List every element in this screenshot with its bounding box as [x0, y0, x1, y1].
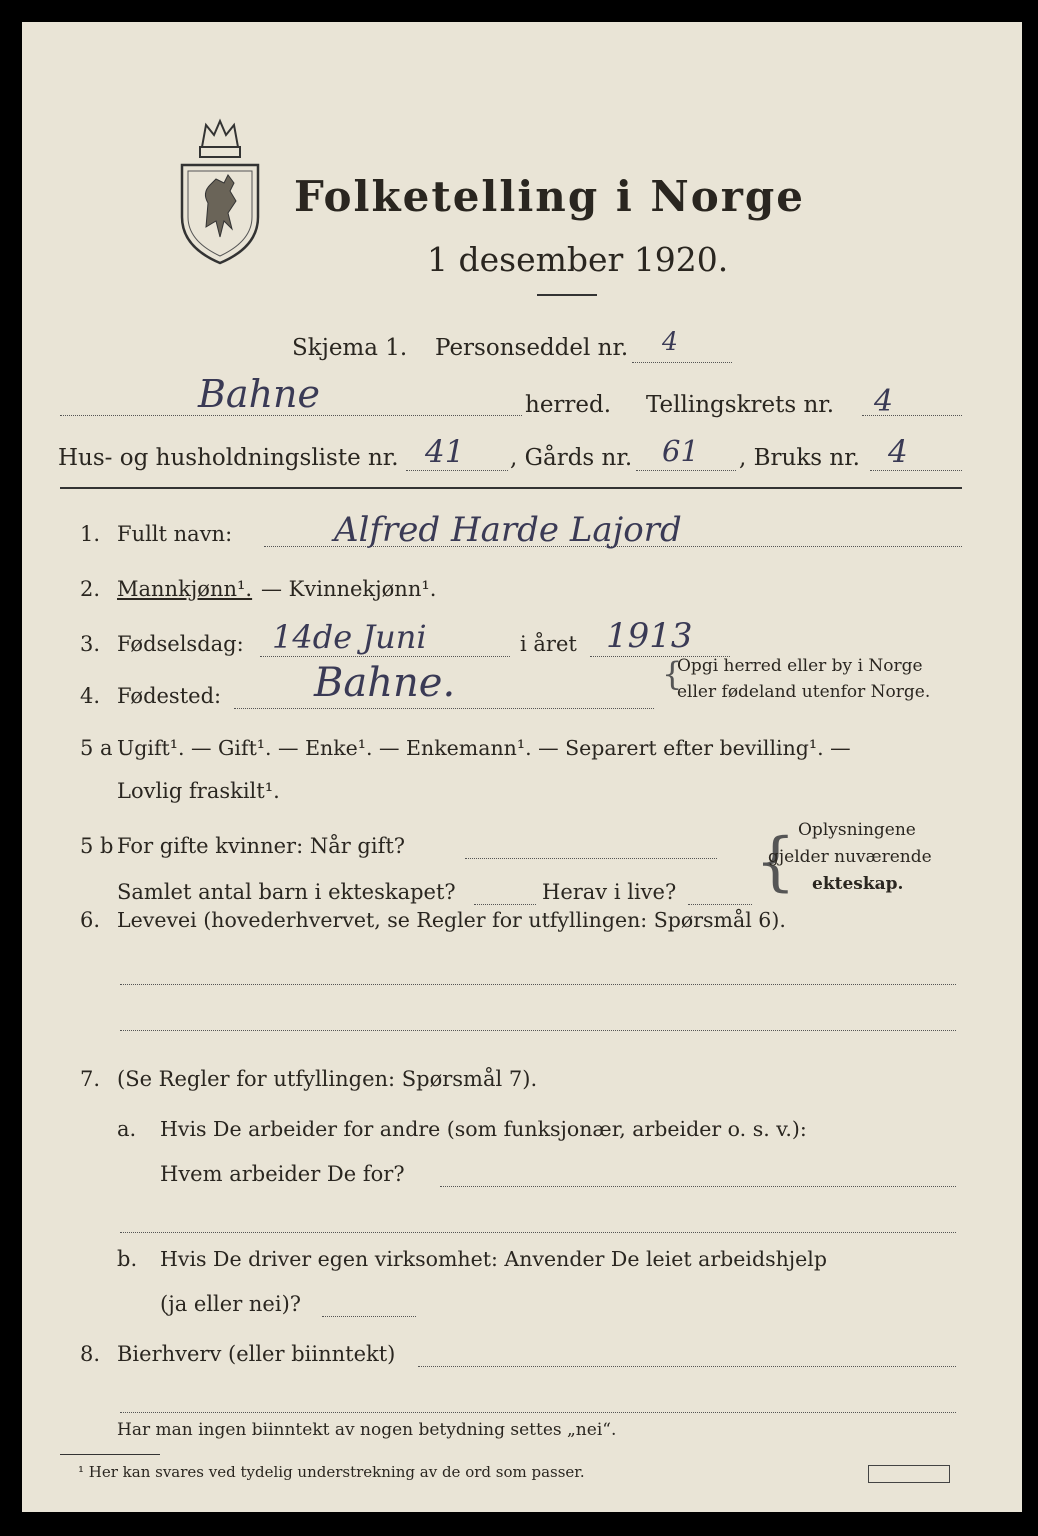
q2-number: 2. [80, 577, 101, 601]
q8-label: Bierhverv (eller biinntekt) [117, 1342, 396, 1366]
q5b-when-married-line [465, 858, 717, 859]
q4-note-line2: eller fødeland utenfor Norge. [677, 682, 931, 702]
q4-birthplace: Bahne. [314, 660, 456, 706]
census-form [22, 22, 1022, 1512]
personseddel-value: 4 [662, 327, 678, 356]
q4-label: Fødested: [117, 684, 222, 708]
herred-value: Bahne [198, 372, 321, 416]
q3-year-label: i året [520, 632, 577, 656]
printer-stamp [868, 1465, 950, 1483]
tellingskrets-value: 4 [874, 384, 894, 419]
tellingskrets-label: Tellingskrets nr. [646, 392, 835, 418]
q2-female-option: — Kvinnekjønn¹. [261, 577, 437, 601]
q4-number: 4. [80, 684, 101, 708]
census-date: 1 desember 1920. [427, 240, 729, 279]
gards-value: 61 [662, 434, 699, 468]
footnote-rule [60, 1454, 160, 1455]
q3-birth-year: 1913 [606, 616, 693, 656]
title-divider [537, 294, 597, 296]
q5b-when-married-label: For gifte kvinner: Når gift? [117, 834, 406, 858]
q8-line-1 [418, 1366, 956, 1367]
q6-number: 6. [80, 908, 101, 932]
q7a-question: Hvem arbeider De for? [160, 1162, 405, 1186]
husholdningsliste-label: Hus- og husholdningsliste nr. [58, 445, 399, 471]
q5b-children-label: Samlet antal barn i ekteskapet? [117, 880, 456, 904]
q5b-alive-label: Herav i live? [542, 880, 677, 904]
q3-label: Fødselsdag: [117, 632, 244, 656]
q3-date-line [260, 656, 510, 657]
q3-number: 3. [80, 632, 101, 656]
footnote: ¹ Her kan svares ved tydelig understrekning av de ord som passer. [78, 1463, 585, 1481]
q6-line-1 [120, 984, 956, 985]
q8-number: 8. [80, 1342, 101, 1366]
income-note: Har man ingen biinntekt av nogen betydning settes „nei“. [117, 1420, 617, 1440]
q7b-letter: b. [117, 1247, 138, 1271]
q5a-number: 5 a [80, 736, 113, 760]
q7b-question: (ja eller nei)? [160, 1292, 302, 1316]
bruks-value: 4 [888, 434, 908, 470]
schema-label: Skjema 1. [292, 335, 408, 361]
bruks-line [870, 470, 962, 471]
q5b-note-line3: ekteskap. [812, 874, 904, 894]
q4-brace: { [662, 655, 683, 693]
q7-label: (Se Regler for utfyllingen: Spørsmål 7). [117, 1067, 538, 1091]
q2-male-option: Mannkjønn¹. [117, 577, 253, 601]
husholdningsliste-value: 41 [425, 434, 465, 470]
q5a-options: Ugift¹. — Gift¹. — Enke¹. — Enkemann¹. — Separert efter bevilling¹. — [117, 736, 851, 760]
q5b-note-line2: gjelder nuværende [768, 847, 932, 867]
q5b-alive-line [688, 904, 752, 905]
header-rule [60, 487, 962, 489]
personseddel-line [632, 362, 732, 363]
q7b-line [322, 1316, 416, 1317]
q4-note-line1: Opgi herred eller by i Norge [677, 656, 923, 676]
q1-label: Fullt navn: [117, 522, 233, 546]
q5b-brace: { [755, 825, 796, 899]
q8-line-2 [120, 1412, 956, 1413]
husholdningsliste-line [406, 470, 508, 471]
gards-line [636, 470, 736, 471]
personseddel-label: Personseddel nr. [435, 335, 629, 361]
q5b-number: 5 b [80, 834, 114, 858]
q6-line-2 [120, 1030, 956, 1031]
q3-birth-date: 14de Juni [272, 618, 427, 656]
q4-line [234, 708, 654, 709]
q1-full-name: Alfred Harde Lajord [334, 510, 682, 550]
q7a-label: Hvis De arbeider for andre (som funksjonær, arbeider o. s. v.): [160, 1117, 807, 1141]
q7a-line-2 [120, 1232, 956, 1233]
bruks-label: , Bruks nr. [739, 445, 860, 471]
q5a-options-cont: Lovlig fraskilt¹. [117, 779, 280, 803]
q7-number: 7. [80, 1067, 101, 1091]
q6-label: Levevei (hovederhvervet, se Regler for utfyllingen: Spørsmål 6). [117, 908, 786, 932]
gards-label: , Gårds nr. [510, 445, 633, 471]
q5b-note-line1: Oplysningene [798, 820, 916, 840]
norwegian-coat-of-arms-icon [172, 117, 268, 267]
q1-number: 1. [80, 522, 101, 546]
q7b-label: Hvis De driver egen virksomhet: Anvender De leiet arbeidshjelp [160, 1247, 827, 1271]
q7a-letter: a. [117, 1117, 137, 1141]
q5b-children-line [474, 904, 536, 905]
q7a-line-1 [440, 1186, 956, 1187]
herred-label: herred. [525, 392, 612, 418]
form-title: Folketelling i Norge [294, 172, 806, 221]
